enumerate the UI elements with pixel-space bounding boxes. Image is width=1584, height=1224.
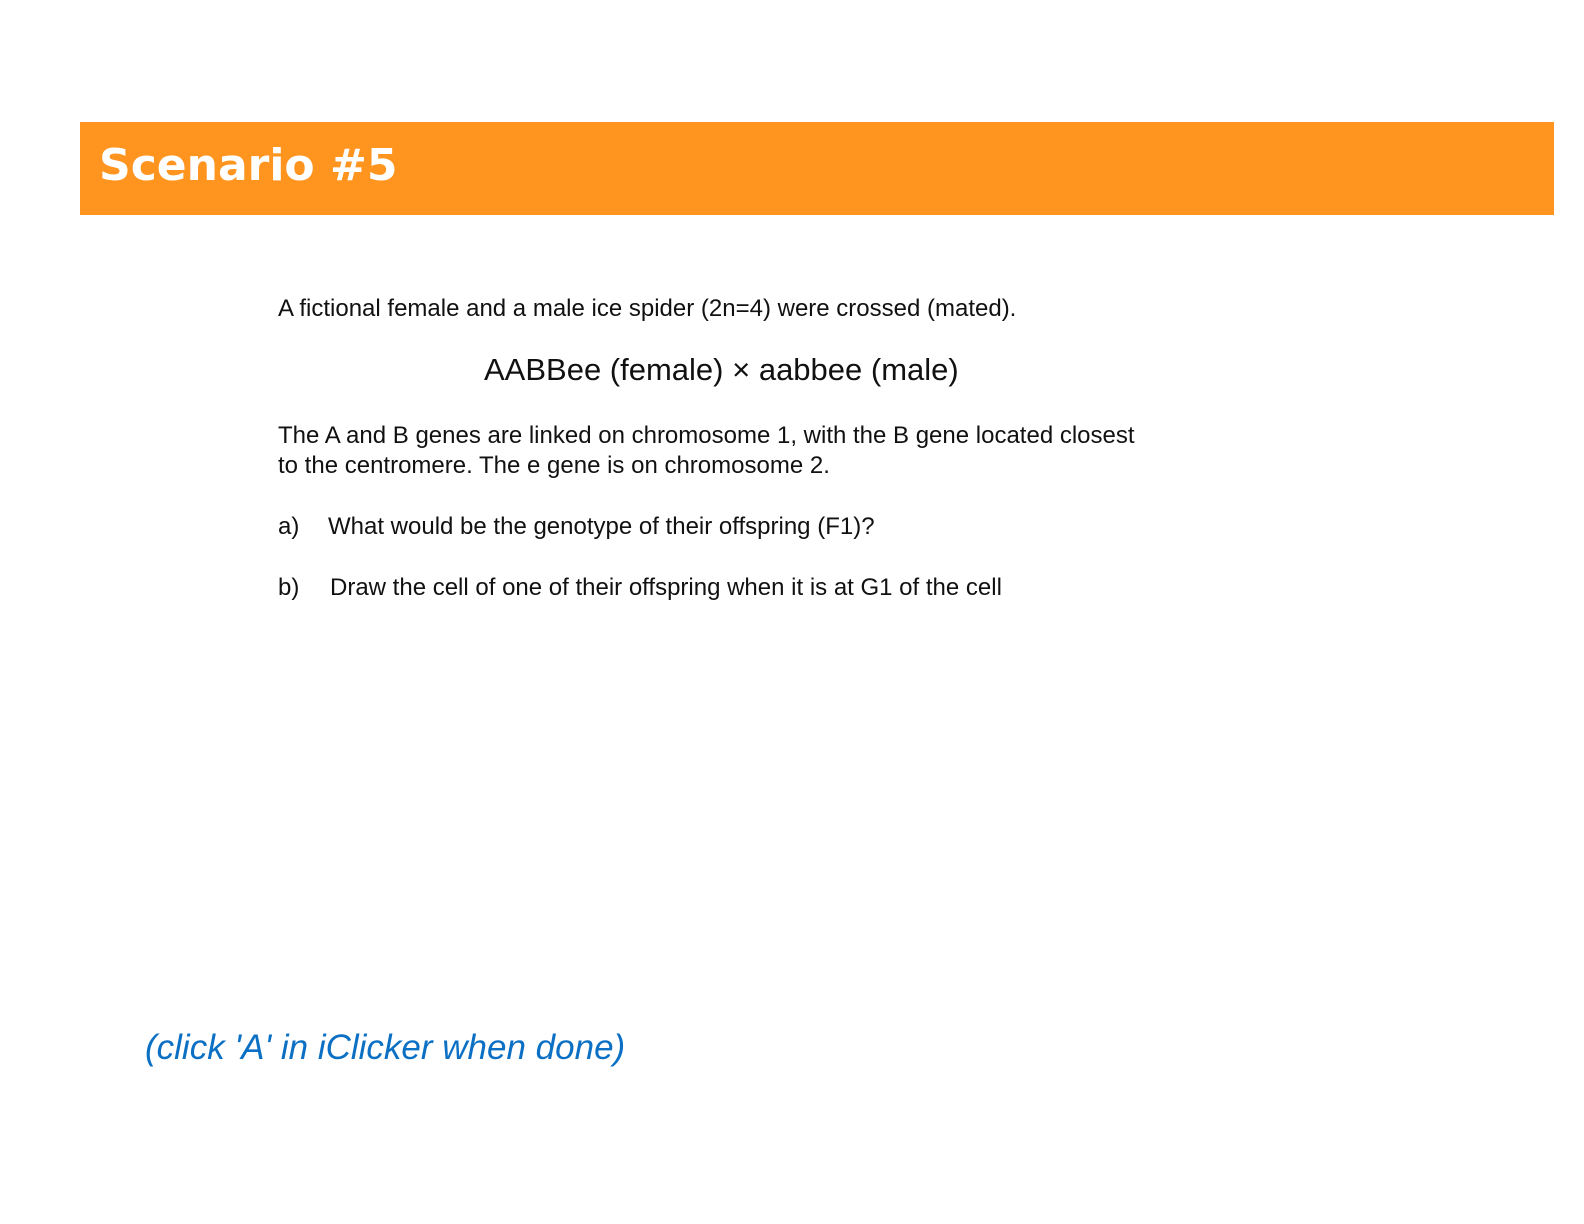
intro-text: A fictional female and a male ice spider (2n=4) were crossed (mated). [278, 295, 1017, 322]
slide-title: Scenario #5 [99, 140, 398, 191]
question-a-marker: a) [278, 513, 300, 540]
question-b [278, 573, 1002, 603]
question-a-text: What would be the genotype of their offspring (F1)? [328, 513, 875, 540]
gene-description [278, 421, 1135, 481]
question-a [278, 512, 875, 542]
gene-description-line-2: to the centromere. The e gene is on chromosome 2. [278, 452, 830, 479]
cross-genotypes: AABBee (female) × aabbee (male) [484, 352, 959, 387]
iclicker-note: (click 'A' in iClicker when done) [145, 1028, 626, 1067]
gene-description-line-1: The A and B genes are linked on chromosome 1, with the B gene located closest [278, 422, 1135, 449]
question-b-text: Draw the cell of one of their offspring when it is at G1 of the cell [330, 574, 1002, 601]
title-bar [80, 122, 1554, 215]
question-b-marker: b) [278, 574, 300, 601]
